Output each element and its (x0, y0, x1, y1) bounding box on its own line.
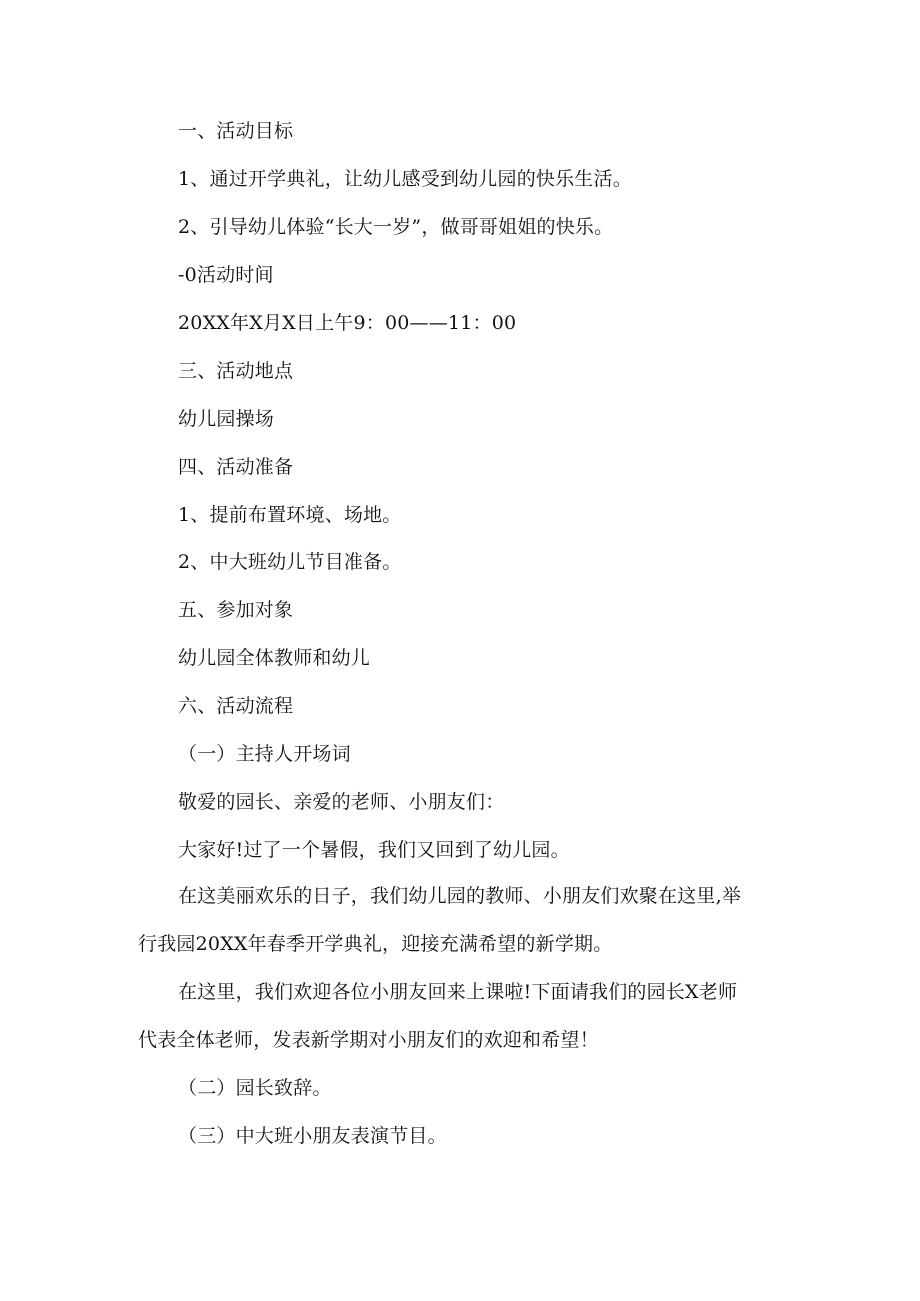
section-heading-activity-preparation: 四、活动准备 (178, 456, 294, 478)
process-step-3: （三）中大班小朋友表演节目。 (178, 1125, 447, 1147)
speech-line-hello: 大家好!过了一个暑假，我们又回到了幼儿园。 (178, 839, 570, 861)
speech-paragraph-2-line-1: 在这里，我们欢迎各位小朋友回来上课啦!下面请我们的园长X老师 (178, 981, 738, 1003)
preparation-item-1: 1、提前布置环境、场地。 (178, 504, 402, 526)
speech-paragraph-1-line-1: 在这美丽欢乐的日子，我们幼儿园的教师、小朋友们欢聚在这里,举 (178, 885, 742, 907)
section-heading-activity-time: -0活动时间 (178, 264, 274, 286)
preparation-item-2: 2、中大班幼儿节目准备。 (178, 551, 402, 573)
activity-time-text: 20XX年X月X日上午9：00——11：00 (178, 312, 517, 334)
speech-greeting: 敬爱的园长、亲爱的老师、小朋友们： (178, 791, 505, 813)
goal-item-2: 2、引导幼儿体验“长大一岁”，做哥哥姐姐的快乐。 (178, 216, 614, 238)
process-step-2: （二）园长致辞。 (178, 1077, 332, 1099)
section-heading-participants: 五、参加对象 (178, 599, 294, 621)
speech-paragraph-2-line-2: 代表全体老师，发表新学期对小朋友们的欢迎和希望！ (138, 1029, 599, 1051)
section-heading-activity-process: 六、活动流程 (178, 695, 294, 717)
section-heading-activity-goals: 一、活动目标 (178, 120, 294, 142)
activity-location-text: 幼儿园操场 (178, 408, 275, 430)
participants-text: 幼儿园全体教师和幼儿 (178, 647, 371, 669)
section-heading-activity-location: 三、活动地点 (178, 360, 294, 382)
process-step-1: （一）主持人开场词 (178, 743, 351, 765)
goal-item-1: 1、通过开学典礼，让幼儿感受到幼儿园的快乐生活。 (178, 168, 632, 190)
speech-paragraph-1-line-2: 行我园20XX年春季开学典礼，迎接充满希望的新学期。 (138, 933, 613, 955)
